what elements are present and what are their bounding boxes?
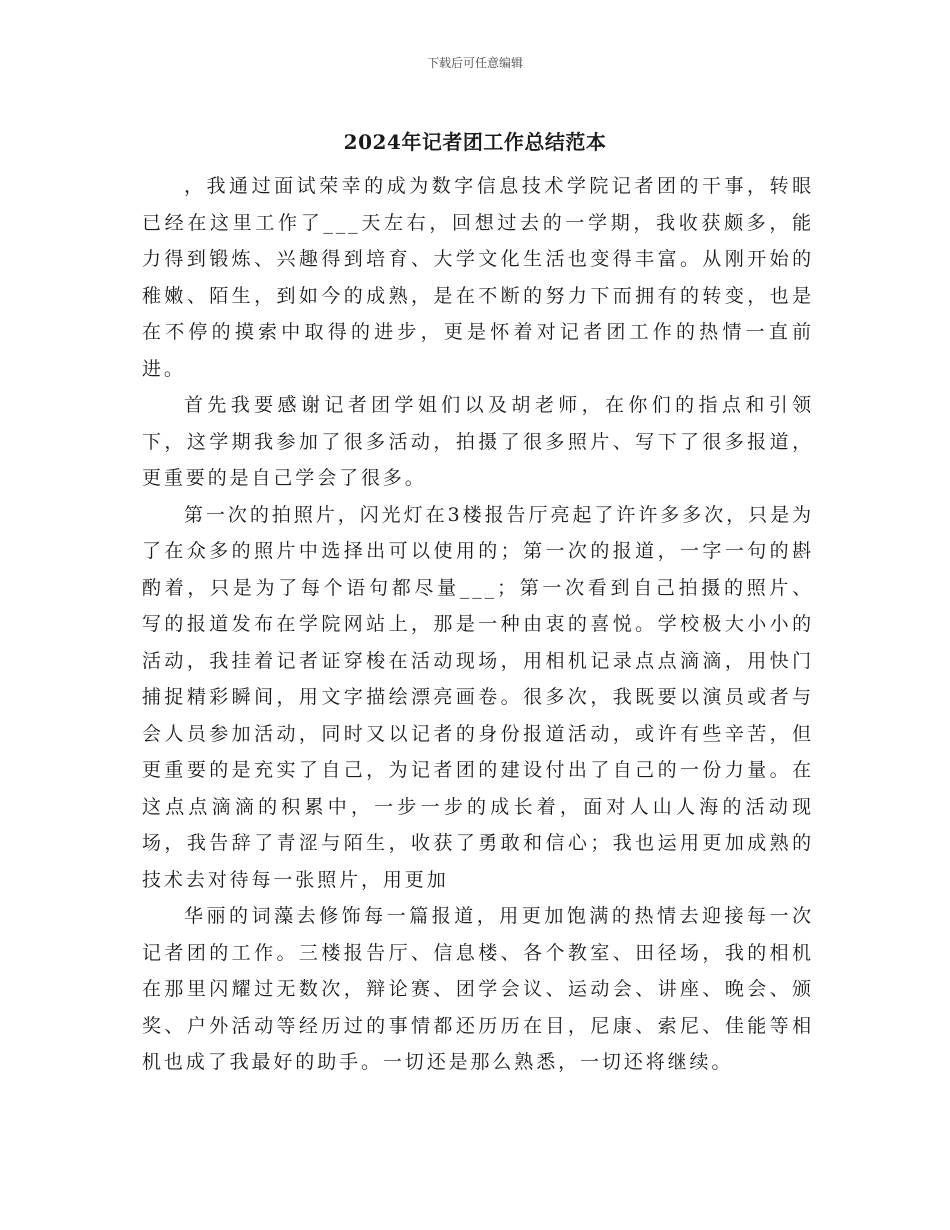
header-note: 下载后可任意编辑	[426, 56, 523, 70]
paragraph-4: 华丽的词藻去修饰每一篇报道，用更加饱满的热情去迎接每一次记者团的工作。三楼报告厅、信息楼、各个教室、田径场，我的相机在那里闪耀过无数次，辩论赛、团学会议、运动会、讲座、晚会、颁奖、户外活动等经历过的事情都还历历在目，尼康、索尼、佳能等相机也成了我最好的助手。一切还是那么熟悉，一切还将继续。	[142, 905, 814, 1073]
paragraph-1: ，我通过面试荣幸的成为数字信息技术学院记者团的干事，转眼已经在这里工作了___天左右，回想过去的一学期，我收获颇多，能力得到锻炼、兴趣得到培育、大学文化生活也变得丰富。从刚开始的稚嫩、陌生，到如今的成熟，是在不断的努力下而拥有的转变，也是在不停的摸索中取得的进步，更是怀着对记者团工作的热情一直前进。	[142, 175, 814, 380]
paragraph-3: 第一次的拍照片，闪光灯在3楼报告厅亮起了许许多多次，只是为了在众多的照片中选择出可以使用的；第一次的报道，一字一句的斟酌着，只是为了每个语句都尽量___；第一次看到自己拍摄的照片、写的报道发布在学院网站上，那是一种由衷的喜悦。学校极大小小的活动，我挂着记者证穿梭在活动现场，用相机记录点点滴滴，用快门捕捉精彩瞬间，用文字描绘漂亮画卷。很多次，我既要以演员或者与会人员参加活动，同时又以记者的身份报道活动，或许有些辛苦，但更重要的是充实了自己，为记者团的建设付出了自己的一份力量。在这点点滴滴的积累中，一步一步的成长着，面对人山人海的活动现场，我告辞了青涩与陌生，收获了勇敢和信心；我也运用更加成熟的技术去对待每一张照片，用更加	[142, 503, 814, 891]
paragraph-2: 首先我要感谢记者团学姐们以及胡老师，在你们的指点和引领下，这学期我参加了很多活动，拍摄了很多照片、写下了很多报道，更重要的是自己学会了很多。	[142, 394, 814, 489]
document-body	[142, 168, 814, 1081]
document-title: 2024年记者团工作总结范本	[343, 130, 607, 154]
